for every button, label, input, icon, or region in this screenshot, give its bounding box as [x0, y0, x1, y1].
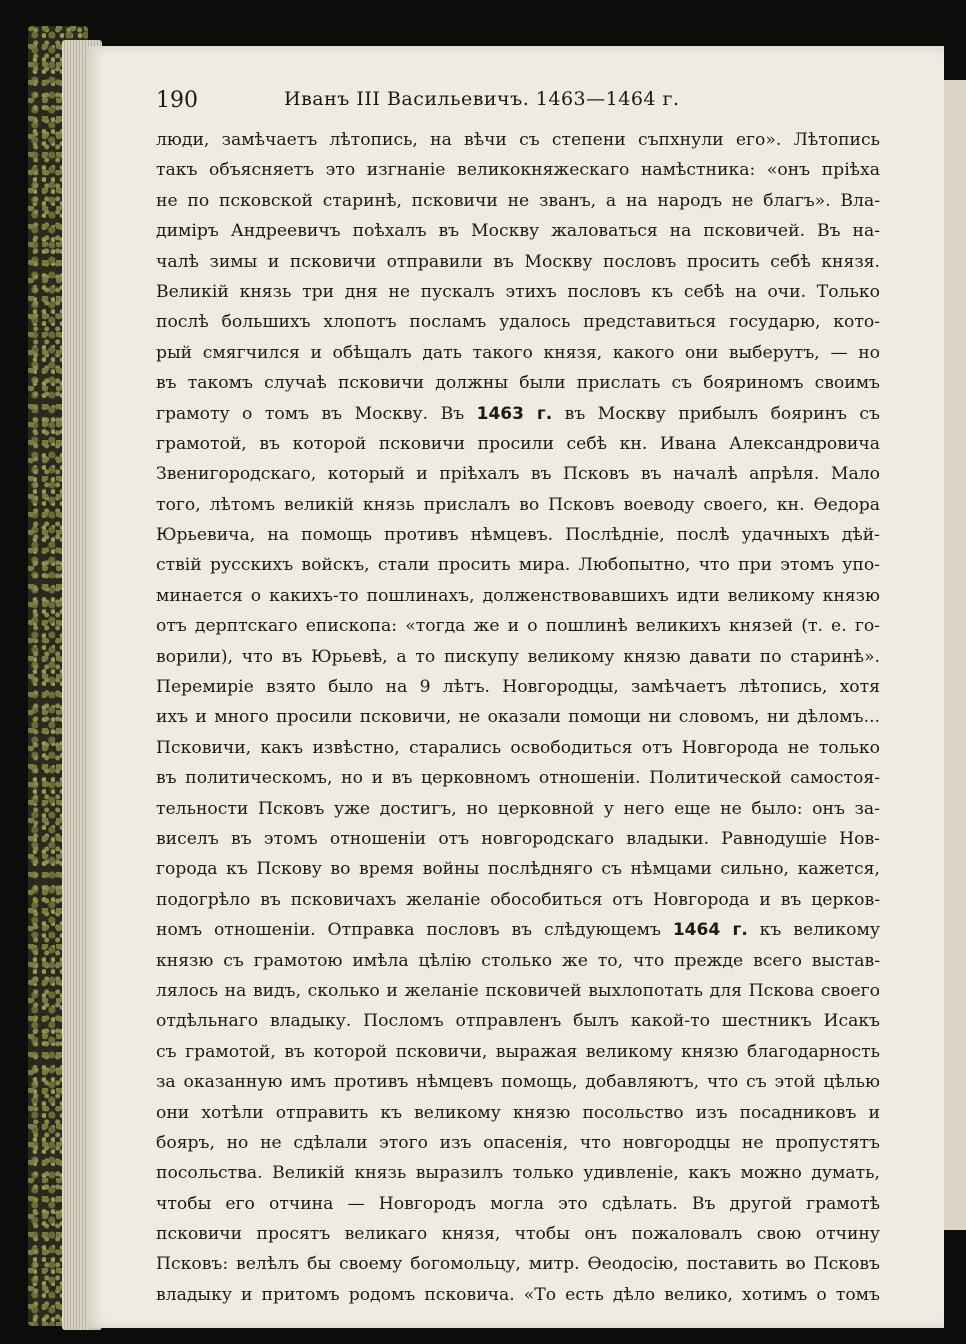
text-segment: послѣ большихъ хлопотъ посламъ удалось представиться государю, кото-	[156, 312, 880, 333]
text-segment: Псковичи, какъ извѣстно, старались освободиться отъ Новгорода не только	[156, 737, 880, 758]
text-segment: посольства. Великій князь выразилъ только удивленіе, какъ можно думать,	[156, 1163, 880, 1184]
text-segment: за оказанную имъ противъ нѣмцевъ помощь, добавляютъ, что съ этой цѣлью	[156, 1072, 880, 1093]
text-segment: люди, замѣчаетъ лѣтопись, на вѣчи съ степени съпхнули его». Лѣтопись	[156, 130, 880, 150]
text-segment: отдѣльнаго владыку. Посломъ отправленъ былъ какой-то шестникъ Исакъ	[156, 1011, 880, 1032]
text-line	[156, 550, 880, 580]
text-segment: не по псковской старинѣ, псковичи не званъ, а на народъ не благъ». Вла-	[156, 190, 880, 211]
text-segment: минается о какихъ-то пошлинахъ, долженствовавшихъ идти великому князю	[156, 585, 880, 606]
text-segment: владыку и притомъ родомъ псковича. «То есть дѣло велико, хотимъ о томъ	[156, 1284, 880, 1305]
text-line	[156, 1249, 880, 1279]
text-segment: Великій князь три дня не пускалъ этихъ пословъ къ себѣ на очи. Только	[156, 281, 880, 302]
page-header	[156, 88, 796, 128]
text-segment: ихъ и много просили псковичи, не оказали помощи ни словомъ, ни дѣломъ...	[156, 707, 880, 728]
text-line	[156, 399, 880, 429]
next-page-edge	[944, 80, 966, 1230]
text-segment: номъ отношеніи. Отправка пословъ въ слѣдующемъ	[156, 920, 673, 941]
page-number: 190	[156, 88, 198, 113]
text-segment: они хотѣли отправить къ великому князю посольство изъ посадниковъ и	[156, 1102, 880, 1123]
text-segment: ствій русскихъ войскъ, стали просить мира. Любопытно, что при этомъ упо-	[156, 555, 880, 576]
text-segment: Юрьевича, на помощь противъ нѣмцевъ. Послѣдніе, послѣ удачныхъ дѣй-	[156, 525, 880, 546]
text-segment: Псковъ: велѣлъ бы своему богомольцу, митр. Ѳеодосію, поставить во Псковъ	[156, 1254, 880, 1275]
text-line	[156, 1037, 880, 1067]
text-segment: лялось на видъ, сколько и желаніе псковичей выхлопотать для Пскова своего	[156, 980, 880, 1001]
text-line	[156, 611, 880, 641]
text-line	[156, 125, 880, 155]
text-line	[156, 946, 880, 976]
text-segment: такъ объясняетъ это изгнаніе великокняжескаго намѣстника: «онъ пріѣха	[156, 160, 880, 181]
text-line	[156, 915, 880, 945]
text-line	[156, 672, 880, 702]
text-segment: отъ дерптскаго епископа: «тогда же и о пошлинѣ великихъ князей (т. е. го-	[156, 616, 880, 637]
text-segment: князю съ грамотою имѣла цѣлію столько же то, что прежде всего выстав-	[156, 950, 880, 971]
text-line	[156, 976, 880, 1006]
text-segment: того, лѣтомъ великій князь прислалъ во Псковъ воеводу своего, кн. Ѳедора	[156, 494, 880, 515]
body-text	[156, 125, 880, 1310]
text-line	[156, 216, 880, 246]
text-line	[156, 1067, 880, 1097]
text-segment: ворили), что въ Юрьевѣ, а то пискупу великому князю давати по старинѣ».	[156, 646, 880, 667]
text-line	[156, 1280, 880, 1310]
text-line	[156, 368, 880, 398]
text-line	[156, 307, 880, 337]
text-line	[156, 1098, 880, 1128]
text-segment: въ такомъ случаѣ псковичи должны были прислать съ бояриномъ своимъ	[156, 373, 880, 394]
text-line	[156, 642, 880, 672]
text-line	[156, 338, 880, 368]
text-line	[156, 277, 880, 307]
text-line	[156, 733, 880, 763]
text-line	[156, 1158, 880, 1188]
text-segment: въ Москву прибылъ бояринъ съ	[552, 403, 880, 424]
text-line	[156, 763, 880, 793]
text-segment: чтобы его отчина — Новгородъ могла это сдѣлать. Въ другой грамотѣ	[156, 1193, 880, 1214]
text-line	[156, 459, 880, 489]
text-segment: бояръ, но не сдѣлали этого изъ опасенія, что новгородцы не пропустятъ	[156, 1132, 880, 1153]
text-line	[156, 1128, 880, 1158]
text-line	[156, 794, 880, 824]
year-marker: 1463 г.	[476, 403, 553, 424]
text-segment: Перемиріе взято было на 9 лѣтъ. Новгородцы, замѣчаетъ лѣтопись, хотя	[156, 677, 880, 698]
text-segment: чалѣ зимы и псковичи отправили въ Москву пословъ просить себѣ князя.	[156, 251, 880, 272]
text-line	[156, 824, 880, 854]
running-head: Иванъ III Васильевичъ. 1463—1464 г.	[284, 88, 680, 110]
text-line	[156, 702, 880, 732]
text-line	[156, 186, 880, 216]
text-segment: диміръ Андреевичъ поѣхалъ въ Москву жаловаться на псковичей. Въ на-	[156, 221, 880, 242]
text-segment: грамотой, въ которой псковичи просили себѣ кн. Ивана Александровича	[156, 433, 880, 454]
text-line	[156, 854, 880, 884]
text-segment: въ политическомъ, но и въ церковномъ отношеніи. Политической самостоя-	[156, 768, 880, 789]
text-segment: къ великому	[747, 920, 880, 941]
text-line	[156, 155, 880, 185]
year-marker: 1464 г.	[672, 920, 748, 941]
text-line	[156, 490, 880, 520]
text-segment: Звенигородскаго, который и пріѣхалъ въ Псковъ въ началѣ апрѣля. Мало	[156, 464, 880, 485]
text-line	[156, 1219, 880, 1249]
text-line	[156, 520, 880, 550]
text-line	[156, 1189, 880, 1219]
text-line	[156, 429, 880, 459]
text-line	[156, 581, 880, 611]
text-line	[156, 885, 880, 915]
text-segment: съ грамотой, въ которой псковичи, выражая великому князю благодарность	[156, 1041, 880, 1062]
text-segment: грамоту о томъ въ Москву. Въ	[156, 403, 477, 424]
text-segment: виселъ въ этомъ отношеніи отъ новгородскаго владыки. Равнодушіе Нов-	[156, 828, 880, 849]
text-line	[156, 247, 880, 277]
text-line	[156, 1006, 880, 1036]
text-segment: псковичи просятъ великаго князя, чтобы онъ пожаловалъ свою отчину	[156, 1224, 880, 1245]
text-segment: тельности Псковъ уже достигъ, но церковной у него еще не было: онъ за-	[156, 798, 880, 819]
text-segment: рый смягчился и обѣщалъ дать такого князя, какого они выберутъ, — но	[156, 342, 880, 363]
text-segment: подогрѣло въ псковичахъ желаніе обособиться отъ Новгорода и въ церков-	[156, 889, 880, 910]
text-segment: города къ Пскову во время войны послѣдняго съ нѣмцами сильно, кажется,	[156, 859, 880, 880]
